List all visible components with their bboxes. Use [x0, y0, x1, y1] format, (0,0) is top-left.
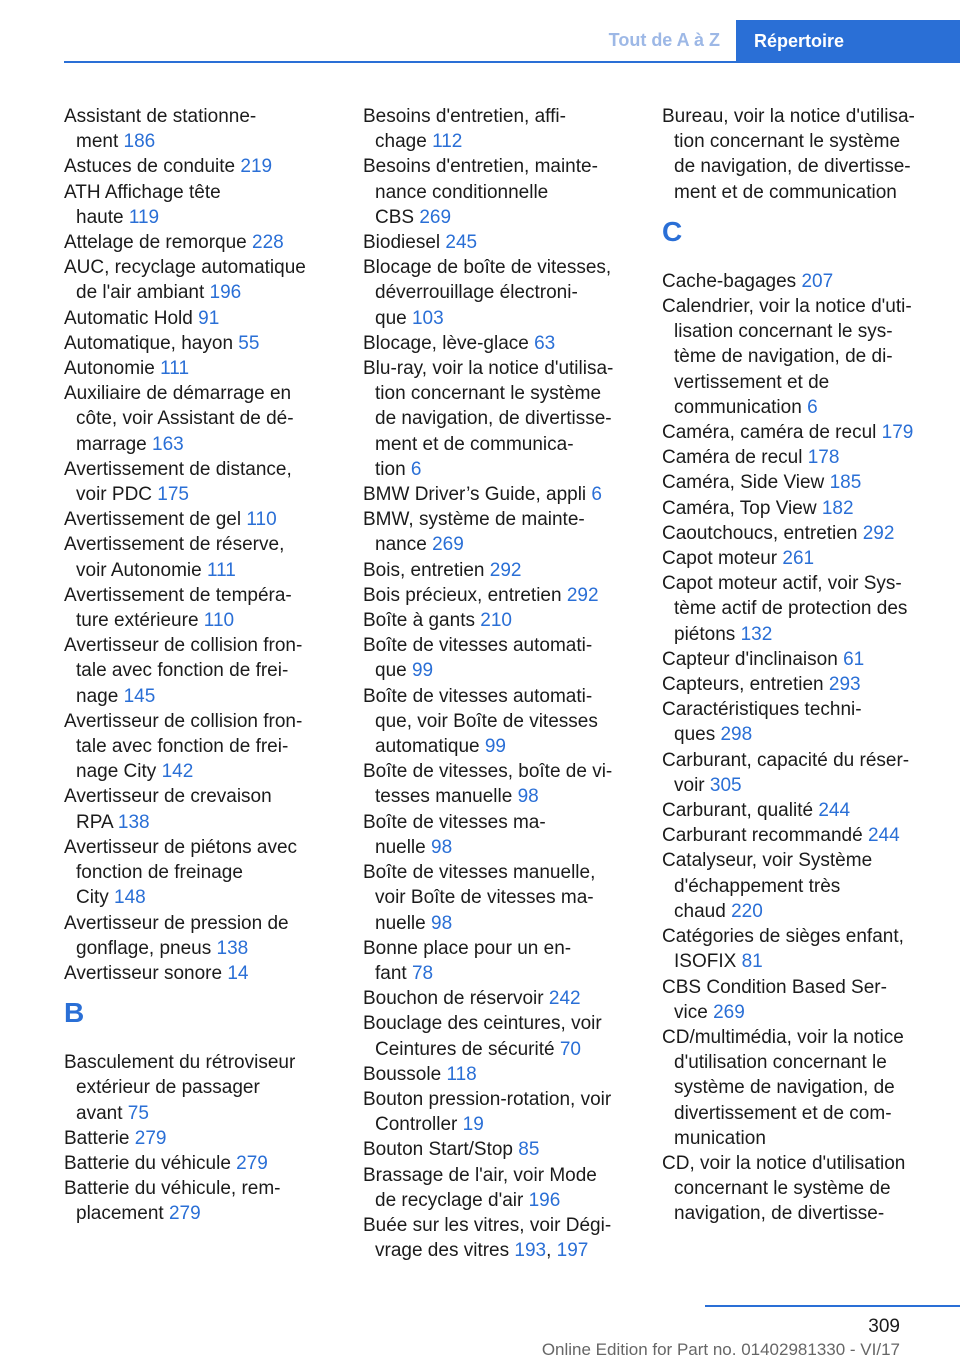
page-link[interactable]: 6 — [410, 458, 422, 480]
index-entry-text: de l'air ambiant — [76, 282, 205, 304]
index-entry — [64, 583, 334, 633]
page-link[interactable]: 207 — [801, 270, 834, 292]
index-entry-text: Boîte de vitesses automati- — [363, 685, 593, 707]
index-entry — [64, 532, 334, 582]
index-entry-text: tème de navigation, de di- — [674, 346, 893, 368]
index-entry-text: Automatique, hayon — [64, 332, 234, 354]
index-entry-text: ISOFIX — [674, 951, 737, 973]
index-entry-text: Avertissement de réserve, — [64, 534, 285, 556]
page-link[interactable]: 14 — [227, 962, 249, 984]
index-entry — [64, 911, 334, 961]
index-entry — [662, 748, 932, 798]
page-link[interactable]: 110 — [246, 509, 277, 531]
page-header — [0, 20, 960, 62]
index-entry-text: Avertisseur de piétons avec — [64, 836, 298, 858]
index-entry-text: Attelage de remorque — [64, 232, 247, 254]
index-entry — [662, 647, 932, 672]
index-entry-text: de recyclage d'air — [375, 1189, 524, 1211]
page-link[interactable]: 269 — [419, 206, 452, 228]
index-entry-text: marrage — [76, 433, 147, 455]
index-entry-text: Catégories de sièges enfant, — [662, 926, 904, 948]
index-entry — [363, 482, 633, 507]
index-entry-text: Avertissement de distance, — [64, 458, 292, 480]
index-entry — [64, 835, 334, 911]
index-letter-heading: C — [662, 215, 683, 247]
page-link[interactable]: 19 — [462, 1114, 484, 1136]
index-entry-text: que — [375, 307, 407, 329]
index-entry-text: Batterie — [64, 1127, 130, 1149]
index-entry-text: voir — [674, 774, 705, 796]
index-entry-text: vertissement et de — [674, 371, 830, 393]
index-entry-text: CBS Condition Based Ser- — [662, 976, 887, 998]
index-entry-text: concernant le système de — [674, 1178, 891, 1200]
index-entry-text: vrage des vitres — [375, 1240, 510, 1262]
index-entry — [64, 457, 334, 507]
chapter-tab[interactable]: Répertoire — [736, 20, 960, 63]
index-entry-text: ment et de communication — [674, 181, 897, 203]
page-link[interactable]: 292 — [566, 584, 599, 606]
index-entry: Buée sur les vitres, voir Dégi- vrage des vitres 193, 197 — [363, 1214, 612, 1262]
page-link[interactable]: 175 — [157, 484, 189, 506]
index-entry-text: Blocage de boîte de vitesses, — [363, 257, 612, 279]
index-entry — [64, 507, 334, 532]
index-entry-text: Bouton Start/Stop — [363, 1139, 513, 1161]
index-entry-text: voir PDC — [76, 484, 153, 506]
index-entry-text: tion concernant le système — [375, 383, 602, 405]
index-entry-text: ATH Affichage tête — [64, 181, 221, 203]
index-entry — [363, 936, 633, 986]
index-entry-text: Batterie du véhicule, rem- — [64, 1178, 281, 1200]
index-entry-text: communication — [674, 396, 802, 418]
index-entry-text: Bonne place pour un en- — [363, 937, 572, 959]
index-entry — [64, 1176, 334, 1226]
page-link[interactable]: 138 — [117, 811, 150, 833]
page-link[interactable]: 185 — [829, 472, 862, 494]
index-entry — [662, 521, 932, 546]
index-entry-text: de navigation, de divertisse- — [375, 408, 612, 430]
page-link[interactable]: 142 — [161, 761, 194, 783]
index-entry-text: Boîte à gants — [363, 610, 475, 632]
page-link[interactable]: 292 — [862, 522, 895, 544]
index-entry — [662, 823, 932, 848]
index-entry — [64, 306, 334, 331]
page-link[interactable]: 244 — [867, 825, 900, 847]
index-entry-text: City — [76, 887, 109, 909]
page-link[interactable]: 78 — [411, 962, 434, 984]
index-entry-text: Capot moteur — [662, 548, 778, 570]
index-entry-text: nage — [76, 685, 119, 707]
index-entry-text: Avertissement de tempéra- — [64, 584, 292, 606]
index-entry-text: fant — [375, 962, 407, 984]
index-entry — [662, 1025, 932, 1151]
index-entry — [363, 1062, 633, 1087]
index-entry-text: Calendrier, voir la notice d'uti- — [662, 296, 912, 318]
index-entry — [64, 961, 334, 986]
page-link[interactable]: 245 — [445, 232, 478, 254]
page-link[interactable]: 145 — [123, 685, 156, 707]
index-entry — [662, 546, 932, 571]
index-column-1 — [64, 104, 334, 1227]
index-entry — [662, 1151, 932, 1227]
page-link[interactable]: 228 — [252, 232, 284, 254]
index-entry-text: d'échappement très — [674, 875, 841, 897]
index-entry — [363, 1087, 633, 1137]
index-entry — [64, 1151, 334, 1176]
index-entry — [363, 986, 633, 1011]
page-link[interactable]: 6 — [591, 484, 602, 506]
index-entry-text: munication — [674, 1127, 766, 1149]
index-entry — [363, 860, 633, 936]
index-entry-text: ques — [674, 724, 716, 746]
index-entry-text: Besoins d'entretien, affi- — [363, 106, 566, 127]
page-link[interactable]: 210 — [480, 610, 512, 632]
index-column-2 — [363, 104, 633, 1263]
index-entry-text: Bureau, voir la notice d'utilisa- — [662, 106, 915, 127]
index-entry-text: Capot moteur actif, voir Sys- — [662, 573, 902, 595]
page-link[interactable]: 75 — [127, 1102, 149, 1124]
index-entry-text: Capteur d'inclinaison — [662, 648, 838, 670]
index-entry-text: placement — [76, 1203, 164, 1225]
page-link[interactable]: 81 — [741, 951, 763, 973]
index-entry — [64, 381, 334, 457]
index-entry-text: Boîte de vitesses automati- — [363, 635, 593, 657]
index-entry — [64, 784, 334, 834]
index-entry-text: CBS — [375, 206, 415, 228]
index-entry-text: BMW Driver’s Guide, appli — [363, 484, 587, 506]
index-entry-text: piétons — [674, 623, 736, 645]
index-entry — [662, 697, 932, 747]
index-entry — [662, 445, 932, 470]
index-entry-text: déverrouillage électroni- — [375, 282, 578, 304]
page-link[interactable]: 119 — [128, 206, 160, 228]
page-link[interactable]: 193 — [514, 1240, 547, 1262]
index-entry — [363, 331, 633, 356]
index-entry — [363, 1163, 633, 1213]
index-entry-text: nance — [375, 534, 427, 556]
index-entry-text: Catalyseur, voir Système — [662, 850, 873, 872]
index-entry — [64, 255, 334, 305]
index-entry-text: ment — [76, 131, 119, 153]
index-entry — [363, 507, 633, 557]
page-link[interactable]: 110 — [203, 610, 235, 632]
index-entry-text: tale avec fonction de frei- — [76, 660, 289, 682]
page-link[interactable]: 70 — [559, 1038, 581, 1060]
index-entry — [363, 558, 633, 583]
page-link[interactable]: 179 — [881, 422, 914, 444]
index-entry-text: voir Boîte de vitesses ma- — [375, 887, 594, 909]
index-entry-text: tesses manuelle — [375, 786, 513, 808]
page-link[interactable]: 6 — [807, 396, 818, 418]
index-entry-text: de navigation, de divertisse- — [674, 156, 911, 178]
footer-rule — [705, 1305, 960, 1307]
index-entry — [662, 496, 932, 521]
index-entry-text: Boîte de vitesses ma- — [363, 811, 546, 833]
index-entry-text: que, voir Boîte de vitesses — [375, 710, 598, 732]
page-link[interactable]: 279 — [236, 1152, 268, 1174]
page-link[interactable]: 98 — [431, 836, 453, 858]
index-entry — [662, 924, 932, 974]
page-link[interactable]: 99 — [411, 660, 434, 682]
index-entry-text: fonction de freinage — [76, 862, 243, 884]
index-entry — [64, 709, 334, 785]
index-entry — [662, 104, 932, 205]
index-entry — [662, 798, 932, 823]
index-entry — [363, 810, 633, 860]
page-link[interactable]: 293 — [828, 674, 861, 696]
edition-note: Online Edition for Part no. 01402981330 - VI/17 — [541, 1340, 900, 1359]
index-entry-text: Carburant recommandé — [662, 825, 863, 847]
index-entry-text: Autonomie — [64, 358, 155, 380]
index-entry-text: Caméra, Top View — [662, 497, 817, 519]
page-number: 309 — [868, 1316, 900, 1337]
page-link[interactable]: 219 — [240, 156, 273, 178]
index-entry-text: Avertisseur de pression de — [64, 912, 289, 934]
page-link[interactable]: 269 — [432, 534, 464, 556]
index-entry-text: Avertisseur de collision fron- — [64, 635, 303, 657]
index-entry — [64, 230, 334, 255]
index-entry-text: Boussole — [363, 1063, 442, 1085]
index-entry — [64, 154, 334, 179]
index-entry — [363, 633, 633, 683]
index-entry-text: Bouclage des ceintures, voir — [363, 1013, 602, 1035]
header-rule — [64, 61, 960, 63]
page-link[interactable]: 220 — [731, 900, 763, 922]
index-entry-text: Avertisseur de collision fron- — [64, 710, 303, 732]
index-entry-text: Caoutchoucs, entretien — [662, 522, 858, 544]
index-entry-text: côte, voir Assistant de dé- — [76, 408, 294, 430]
index-entry-text: lisation concernant le sys- — [674, 321, 893, 343]
index-entry-text: tion concernant le système — [674, 131, 901, 153]
index-entry-text: Bouton pression-rotation, voir — [363, 1088, 612, 1110]
index-entry-text: Blocage, lève-glace — [363, 332, 529, 354]
page-link[interactable]: 132 — [740, 623, 773, 645]
index-entry-text: Controller — [375, 1114, 458, 1136]
page-link[interactable]: 91 — [198, 307, 220, 329]
index-entry-text: que — [375, 660, 407, 682]
index-entry — [662, 269, 932, 294]
index-entry — [64, 356, 334, 381]
index-entry — [662, 848, 932, 924]
index-entry — [64, 104, 334, 154]
index-entry-text: RPA — [76, 811, 113, 833]
index-entry-text: avant — [76, 1102, 123, 1124]
index-entry-text: tale avec fonction de frei- — [76, 736, 289, 758]
index-entry-text: tion — [375, 458, 406, 480]
section-tab[interactable]: Tout de A à Z — [608, 30, 720, 50]
index-entry-text: Biodiesel — [363, 232, 441, 254]
page-link[interactable]: 99 — [484, 736, 506, 758]
index-entry-text: Avertissement de gel — [64, 509, 242, 531]
page-link[interactable]: 279 — [134, 1127, 167, 1149]
index-entry — [363, 1011, 633, 1061]
page-link[interactable]: 55 — [238, 332, 260, 354]
index-entry-text: Bois précieux, entretien — [363, 584, 562, 606]
index-entry — [363, 104, 633, 154]
index-entry-text: Cache-bagages — [662, 270, 797, 292]
index-entry-text: vice — [674, 1001, 708, 1023]
page-link[interactable]: 163 — [152, 433, 184, 455]
index-entry — [363, 583, 633, 608]
index-entry-text: Batterie du véhicule — [64, 1152, 231, 1174]
index-entry-text: chaud — [674, 900, 726, 922]
index-entry-text: nuelle — [375, 912, 426, 934]
page-link[interactable]: 242 — [548, 988, 581, 1010]
index-entry-text: Automatic Hold — [64, 307, 193, 329]
index-letter-heading: B — [64, 997, 85, 1029]
page-link[interactable]: 196 — [209, 282, 242, 304]
index-entry-text: Brassage de l'air, voir Mode — [363, 1164, 597, 1186]
index-entry-text: nuelle — [375, 836, 426, 858]
index-entry-text: nage City — [76, 761, 157, 783]
index-entry-text: Ceintures de sécurité — [375, 1038, 555, 1060]
index-entry-text: tème actif de protection des — [674, 598, 908, 620]
page-link[interactable]: 196 — [528, 1189, 561, 1211]
index-entry-text: divertissement et de com- — [674, 1102, 892, 1124]
page-link[interactable]: 292 — [489, 559, 522, 581]
page-link[interactable]: 98 — [517, 786, 539, 808]
index-entry-text: ment et de communica- — [375, 433, 574, 455]
index-entry — [363, 1137, 633, 1162]
index-entry — [662, 420, 932, 445]
page-link[interactable]: 148 — [114, 887, 146, 909]
index-entry-text: Basculement du rétroviseur — [64, 1052, 296, 1074]
index-entry — [363, 684, 633, 760]
index-entry — [363, 255, 633, 331]
index-entry-text: chage — [375, 131, 427, 153]
index-entry-text: CD, voir la notice d'utilisation — [662, 1152, 906, 1174]
index-entry — [662, 470, 932, 495]
index-entry-text: extérieur de passager — [76, 1077, 260, 1099]
index-entry — [363, 356, 633, 482]
index-entry-text: automatique — [375, 736, 480, 758]
index-entry-text: Blu-ray, voir la notice d'utilisa- — [363, 358, 614, 380]
index-entry — [64, 331, 334, 356]
index-entry-text: gonflage, pneus — [76, 937, 212, 959]
index-entry-text: Caméra, Side View — [662, 472, 825, 494]
page-link[interactable]: 61 — [843, 648, 865, 670]
index-entry-text: CD/multimédia, voir la notice — [662, 1026, 904, 1048]
page-link[interactable]: 269 — [713, 1001, 745, 1023]
index-entry — [64, 1050, 334, 1126]
page-link[interactable]: 118 — [446, 1063, 477, 1085]
index-entry-text: Carburant, capacité du réser- — [662, 749, 910, 771]
page-link[interactable]: 305 — [709, 774, 742, 796]
index-entry-text: Auxiliaire de démarrage en — [64, 383, 292, 405]
page-link[interactable]: 178 — [807, 447, 840, 469]
index-entry — [662, 294, 932, 420]
page-link[interactable]: 103 — [411, 307, 444, 329]
index-entry-text: Carburant, qualité — [662, 800, 814, 822]
index-entry — [363, 230, 633, 255]
index-entry-text: système de navigation, de — [674, 1077, 895, 1099]
page-link[interactable]: 182 — [821, 497, 854, 519]
page-link[interactable]: 138 — [216, 937, 249, 959]
index-entry-text: Avertisseur sonore — [64, 962, 223, 984]
index-entry — [363, 759, 633, 809]
page-link[interactable]: 197 — [556, 1240, 589, 1262]
index-entry-text: Caméra de recul — [662, 447, 803, 469]
index-entry-text: Capteurs, entretien — [662, 674, 824, 696]
index-entry-text: Boîte de vitesses, boîte de vi- — [363, 761, 613, 783]
page-link[interactable]: 111 — [160, 358, 190, 380]
page-link[interactable]: 244 — [818, 800, 851, 822]
index-entry-text: Astuces de conduite — [64, 156, 236, 178]
index-entry — [363, 154, 633, 230]
index-entry-text: Besoins d'entretien, mainte- — [363, 156, 598, 178]
index-entry-text: d'utilisation concernant le — [674, 1052, 887, 1074]
page-link[interactable]: 98 — [431, 912, 453, 934]
index-entry-text: Buée sur les vitres, voir Dégi- — [363, 1214, 612, 1236]
index-entry-text: ture extérieure — [76, 610, 199, 632]
index-entry-text: haute — [76, 206, 124, 228]
index-entry-text: AUC, recyclage automatique — [64, 257, 306, 279]
index-entry-text: navigation, de divertisse- — [674, 1203, 885, 1225]
index-entry-text: Caméra, caméra de recul — [662, 422, 877, 444]
page-link[interactable]: 111 — [206, 559, 236, 581]
index-entry — [662, 672, 932, 697]
page-link[interactable]: 112 — [432, 131, 463, 153]
index-entry-text: nance conditionnelle — [375, 181, 549, 203]
index-entry — [662, 975, 932, 1025]
index-entry-text: Bois, entretien — [363, 559, 485, 581]
index-entry-text: Avertisseur de crevaison — [64, 786, 272, 808]
index-entry — [363, 608, 633, 633]
index-entry-text: BMW, système de mainte- — [363, 509, 585, 531]
index-entry-text: Boîte de vitesses manuelle, — [363, 862, 596, 884]
page-link[interactable]: 186 — [123, 131, 156, 153]
page-link[interactable]: 85 — [518, 1139, 540, 1161]
index-entry-text: Bouchon de réservoir — [363, 988, 544, 1010]
page-link[interactable]: 279 — [168, 1203, 201, 1225]
index-entry-text: Assistant de stationne- — [64, 106, 257, 127]
index-entry — [64, 1126, 334, 1151]
index-entry — [64, 633, 334, 709]
page-link[interactable]: 298 — [720, 724, 753, 746]
index-entry — [64, 180, 334, 230]
index-entry — [662, 571, 932, 647]
index-entry-text: voir Autonomie — [76, 559, 202, 581]
index-column-3 — [662, 104, 932, 1227]
page-link[interactable]: 63 — [534, 332, 556, 354]
index-entry-text: Caractéristiques techni- — [662, 699, 862, 721]
page-link[interactable]: 261 — [782, 548, 815, 570]
